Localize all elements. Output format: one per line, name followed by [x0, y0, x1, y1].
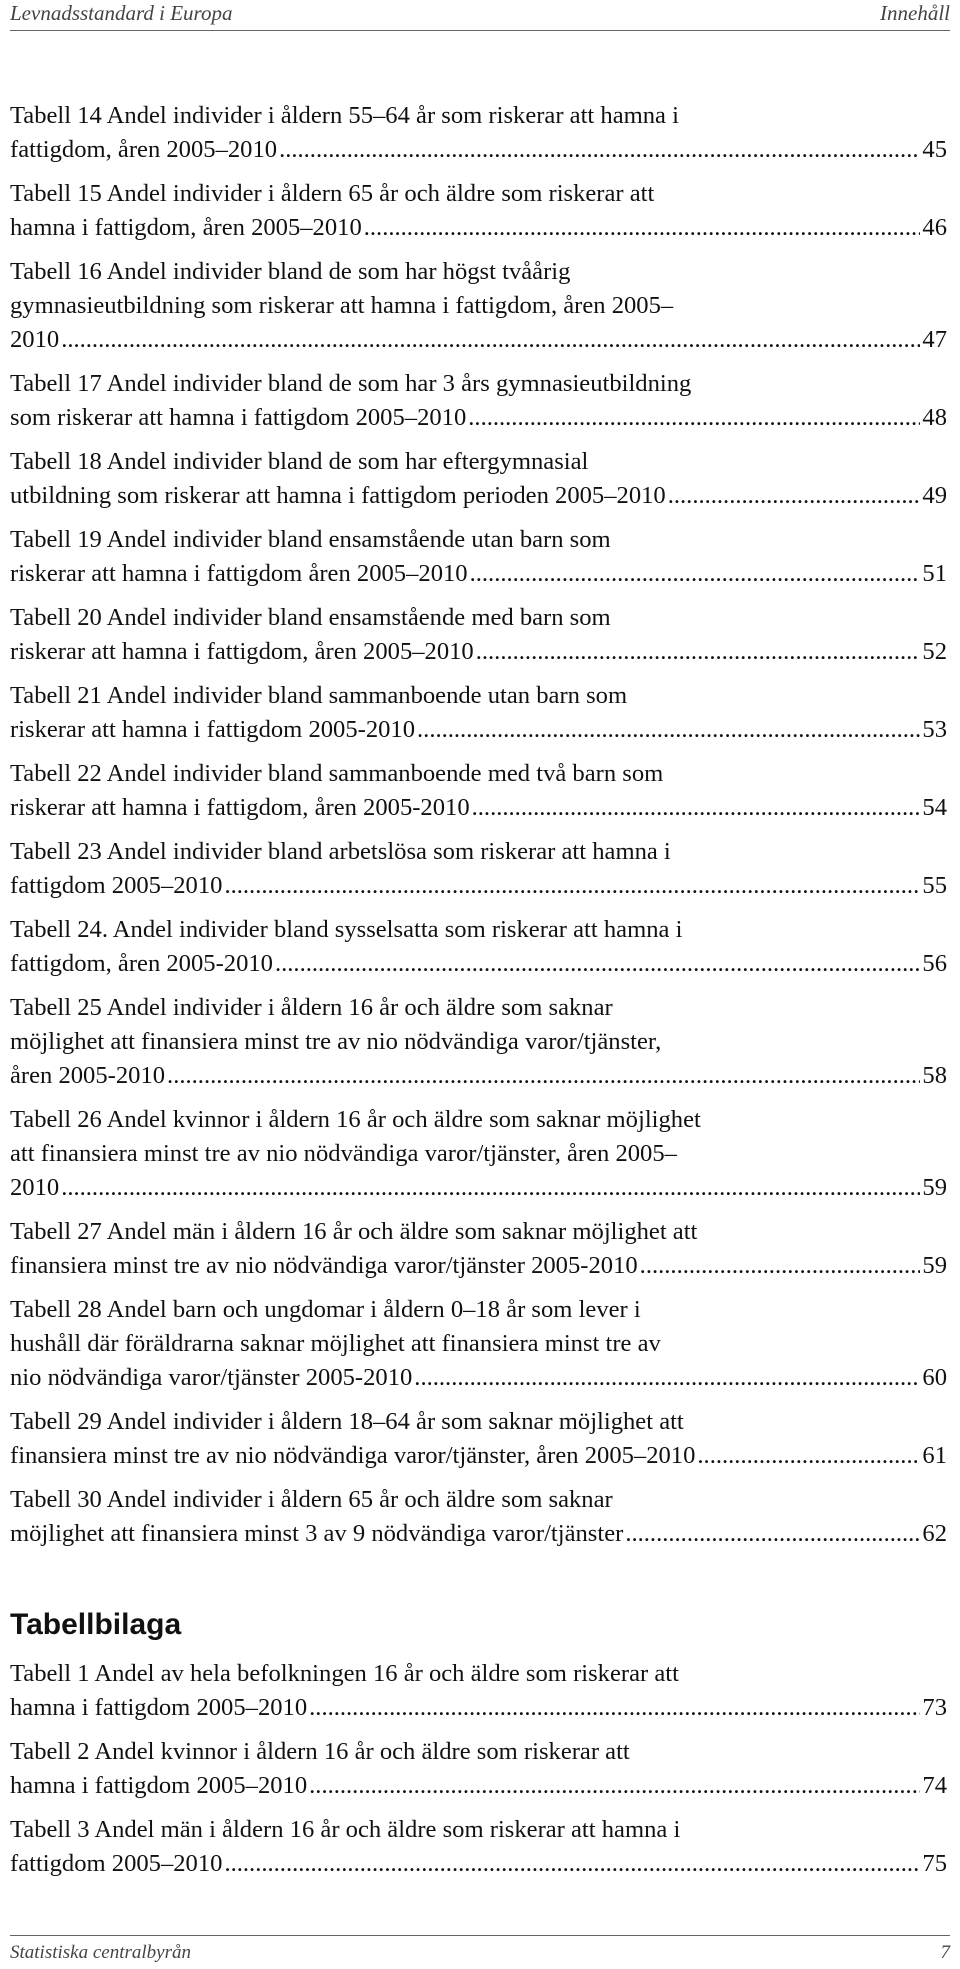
dot-leader [275, 947, 920, 981]
toc-entry-text: 2010 [10, 326, 60, 353]
dot-leader [61, 1171, 920, 1205]
toc-entry[interactable] [10, 1405, 947, 1473]
toc-entry-last-line [10, 1361, 947, 1395]
toc-entry-text: Tabell 1 Andel av hela befolkningen 16 år och äldre som riskerar att [10, 1660, 679, 1687]
toc-entry-text: 2010 [10, 1174, 60, 1201]
toc-entry-text: Tabell 3 Andel män i åldern 16 år och äldre som riskerar att hamna i [10, 1816, 681, 1843]
toc-entry-text: fattigdom, åren 2005–2010 [10, 136, 278, 163]
toc-entry[interactable] [10, 445, 947, 513]
dot-leader [417, 713, 920, 747]
toc-page-number[interactable]: 74 [922, 1772, 947, 1799]
toc-page-number[interactable]: 51 [922, 560, 947, 587]
toc-page-number[interactable]: 58 [922, 1062, 947, 1089]
dot-leader [668, 479, 921, 513]
toc-entry-text: Tabell 25 Andel individer i åldern 16 år och äldre som saknar [10, 994, 613, 1021]
toc-entry-text: Tabell 18 Andel individer bland de som har eftergymnasial [10, 448, 589, 475]
dot-leader [470, 557, 921, 591]
dot-leader [640, 1249, 921, 1283]
dot-leader [224, 1847, 920, 1881]
toc-entry-text: Tabell 17 Andel individer bland de som har 3 års gymnasieutbildning [10, 370, 692, 397]
toc-page-number[interactable]: 54 [922, 794, 947, 821]
toc-entry-text: som riskerar att hamna i fattigdom 2005–2010 [10, 404, 467, 431]
toc-page-number[interactable]: 45 [922, 136, 947, 163]
toc-entry-text: fattigdom 2005–2010 [10, 872, 223, 899]
toc-entry[interactable] [10, 1483, 947, 1551]
toc-entry-last-line [10, 869, 947, 903]
dot-leader [61, 323, 920, 357]
toc-entry-text: Tabell 14 Andel individer i åldern 55–64 år som riskerar att hamna i [10, 102, 679, 129]
dot-leader [167, 1059, 920, 1093]
toc-entry-text: finansiera minst tre av nio nödvändiga varor/tjänster, åren 2005–2010 [10, 1442, 696, 1469]
toc-entry-text: Tabell 30 Andel individer i åldern 65 år och äldre som saknar [10, 1486, 613, 1513]
toc-entry[interactable] [10, 1813, 947, 1881]
toc-entry[interactable] [10, 367, 947, 435]
toc-page-number[interactable]: 59 [922, 1174, 947, 1201]
toc-entry-text: Tabell 16 Andel individer bland de som har högst tvåårig [10, 258, 571, 285]
toc-entry[interactable] [10, 1215, 947, 1283]
dot-leader [279, 133, 920, 167]
page-header [10, 0, 950, 31]
page-footer [10, 1935, 950, 1966]
toc-entry-text: hushåll där föräldrarna saknar möjlighet att finansiera minst tre av [10, 1330, 661, 1357]
toc-page-number[interactable]: 59 [922, 1252, 947, 1279]
toc-entry-text: Tabell 29 Andel individer i åldern 18–64 år som saknar möjlighet att [10, 1408, 684, 1435]
toc-entry-last-line [10, 1847, 947, 1881]
toc-page-number[interactable]: 48 [922, 404, 947, 431]
toc-page-number[interactable]: 62 [922, 1520, 947, 1547]
toc-entry-text: riskerar att hamna i fattigdom, åren 2005-2010 [10, 794, 470, 821]
toc-entry-text: Tabell 22 Andel individer bland sammanboende med två barn som [10, 760, 664, 787]
toc-entry[interactable] [10, 601, 947, 669]
toc-entry-last-line [10, 323, 947, 357]
appendix-list [10, 1657, 947, 1891]
toc-entry-last-line [10, 1517, 947, 1551]
document-title: Levnadsstandard i Europa [10, 1, 233, 25]
toc-entry-last-line [10, 479, 947, 513]
toc-entry-last-line [10, 791, 947, 825]
toc-entry-text: möjlighet att finansiera minst tre av nio nödvändiga varor/tjänster, [10, 1028, 662, 1055]
toc-entry[interactable] [10, 523, 947, 591]
toc-page-number[interactable]: 46 [922, 214, 947, 241]
appendix-heading: Tabellbilaga [10, 1608, 182, 1641]
toc-entry-text: riskerar att hamna i fattigdom åren 2005–2010 [10, 560, 468, 587]
toc-page-number[interactable]: 73 [922, 1694, 947, 1721]
toc-entry[interactable] [10, 1735, 947, 1803]
toc-entry[interactable] [10, 99, 947, 167]
toc-page-number[interactable]: 56 [922, 950, 947, 977]
toc-page-number[interactable]: 61 [922, 1442, 947, 1469]
toc-entry-last-line [10, 557, 947, 591]
toc-entry-text: hamna i fattigdom, åren 2005–2010 [10, 214, 362, 241]
toc-entry[interactable] [10, 913, 947, 981]
toc-page-number[interactable]: 75 [922, 1850, 947, 1877]
dot-leader [364, 211, 921, 245]
toc-entry[interactable] [10, 1103, 947, 1205]
dot-leader [697, 1439, 920, 1473]
dot-leader [472, 791, 921, 825]
dot-leader [625, 1517, 920, 1551]
toc-entry[interactable] [10, 1293, 947, 1395]
toc-page-number[interactable]: 60 [922, 1364, 947, 1391]
toc-entry-last-line [10, 1059, 947, 1093]
toc-entry-last-line [10, 713, 947, 747]
toc-entry[interactable] [10, 255, 947, 357]
toc-entry-text: Tabell 21 Andel individer bland sammanboende utan barn som [10, 682, 628, 709]
toc-page-number[interactable]: 55 [922, 872, 947, 899]
toc-entry-text: finansiera minst tre av nio nödvändiga varor/tjänster 2005-2010 [10, 1252, 638, 1279]
toc-page-number[interactable]: 49 [922, 482, 947, 509]
toc-entry-text: fattigdom 2005–2010 [10, 1850, 223, 1877]
toc-entry[interactable] [10, 679, 947, 747]
toc-entry-text: Tabell 23 Andel individer bland arbetslösa som riskerar att hamna i [10, 838, 671, 865]
toc-entry-text: Tabell 27 Andel män i åldern 16 år och äldre som saknar möjlighet att [10, 1218, 698, 1245]
toc-entry-text: Tabell 2 Andel kvinnor i åldern 16 år och äldre som riskerar att [10, 1738, 630, 1765]
toc-entry-text: riskerar att hamna i fattigdom 2005-2010 [10, 716, 416, 743]
page-number: 7 [940, 1942, 950, 1963]
toc-entry-text: Tabell 15 Andel individer i åldern 65 år och äldre som riskerar att [10, 180, 655, 207]
toc-entry-last-line [10, 947, 947, 981]
toc-entry[interactable] [10, 757, 947, 825]
dot-leader [224, 869, 920, 903]
toc-entry-text: riskerar att hamna i fattigdom, åren 2005–2010 [10, 638, 474, 665]
toc-entry-last-line [10, 211, 947, 245]
toc-entry-text: Tabell 28 Andel barn och ungdomar i åldern 0–18 år som lever i [10, 1296, 641, 1323]
toc-entry-text: hamna i fattigdom 2005–2010 [10, 1772, 308, 1799]
toc-entry-text: nio nödvändiga varor/tjänster 2005-2010 [10, 1364, 413, 1391]
toc-entry-last-line [10, 1439, 947, 1473]
dot-leader [476, 635, 921, 669]
dot-leader [414, 1361, 920, 1395]
toc-page-number[interactable]: 52 [922, 638, 947, 665]
toc-entry-text: Tabell 26 Andel kvinnor i åldern 16 år och äldre som saknar möjlighet [10, 1106, 701, 1133]
toc-entry-text: hamna i fattigdom 2005–2010 [10, 1694, 308, 1721]
toc-page-number[interactable]: 47 [922, 326, 947, 353]
toc-page-number[interactable]: 53 [922, 716, 947, 743]
section-name: Innehåll [880, 1, 950, 25]
table-of-contents [10, 99, 947, 1561]
dot-leader [309, 1769, 920, 1803]
publisher-name: Statistiska centralbyrån [10, 1942, 192, 1963]
toc-entry-text: Tabell 20 Andel individer bland ensamstående med barn som [10, 604, 611, 631]
toc-entry-last-line [10, 1691, 947, 1725]
toc-entry-text: utbildning som riskerar att hamna i fattigdom perioden 2005–2010 [10, 482, 666, 509]
toc-entry-text: möjlighet att finansiera minst 3 av 9 nödvändiga varor/tjänster [10, 1520, 624, 1547]
toc-entry[interactable] [10, 177, 947, 245]
toc-entry-last-line [10, 133, 947, 167]
toc-entry-text: fattigdom, åren 2005-2010 [10, 950, 273, 977]
toc-entry-last-line [10, 1249, 947, 1283]
toc-entry-text: gymnasieutbildning som riskerar att hamna i fattigdom, åren 2005– [10, 292, 674, 319]
toc-entry-text: Tabell 24. Andel individer bland sysselsatta som riskerar att hamna i [10, 916, 683, 943]
toc-entry-last-line [10, 401, 947, 435]
toc-entry-last-line [10, 1769, 947, 1803]
toc-entry[interactable] [10, 991, 947, 1093]
toc-entry-text: åren 2005-2010 [10, 1062, 166, 1089]
toc-entry[interactable] [10, 835, 947, 903]
toc-entry-text: att finansiera minst tre av nio nödvändiga varor/tjänster, åren 2005– [10, 1140, 677, 1167]
toc-entry[interactable] [10, 1657, 947, 1725]
toc-entry-text: Tabell 19 Andel individer bland ensamstående utan barn som [10, 526, 611, 553]
toc-entry-last-line [10, 1171, 947, 1205]
dot-leader [309, 1691, 920, 1725]
toc-entry-last-line [10, 635, 947, 669]
dot-leader [468, 401, 920, 435]
